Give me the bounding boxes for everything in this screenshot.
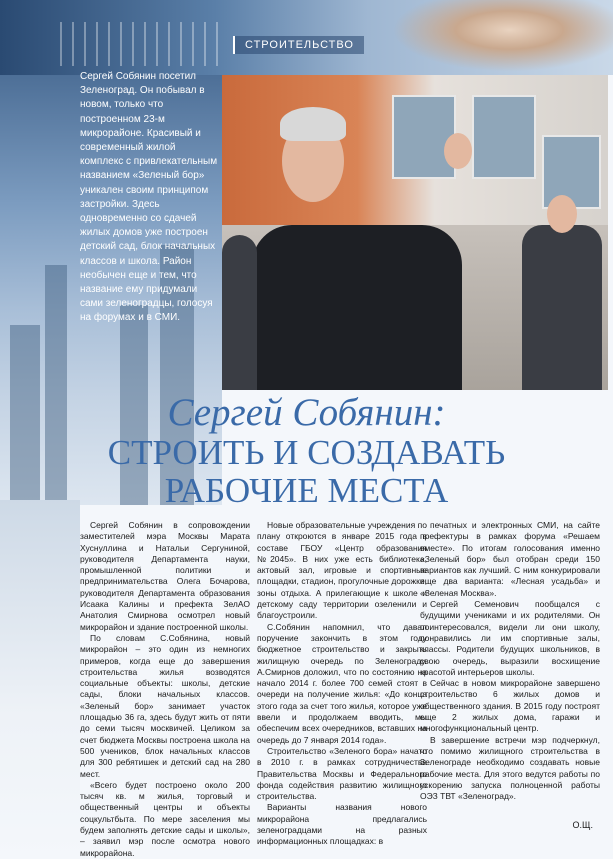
paragraph: С.Собянин напомнил, что давал поручение закончить в этом году бюджетное строительство и закрыть жилищную очередь по Зеленограду. А.Смирнов доложил, что по состоянию на начало 2014 г. более 700 семей стоят в очереди на получение жилья: «До конца этого года за счет того жилья, которое уже ввели и продолжаем вводить, мы обеспечим всех очередников, вставших на очередь до 7 января 2014 года». bbox=[257, 621, 427, 745]
header-graphic-grid bbox=[60, 22, 220, 66]
article-title-name: Сергей Собянин: bbox=[167, 391, 446, 434]
section-label: СТРОИТЕЛЬСТВО bbox=[233, 36, 364, 54]
text-column-1 bbox=[80, 520, 250, 859]
handshake-image bbox=[383, 0, 613, 75]
paragraph: В завершение встречи мэр подчеркнул, что помимо жилищного строительства в Зеленограде необходимо создавать новые рабочие места. Для этого ведутся работы по ускорению запуска полноценной работы ОЭЗ ТВТ «Зеленоград». bbox=[420, 734, 600, 802]
text-column-3 bbox=[420, 520, 600, 802]
paragraph: Варианты названия нового микрорайона предлагались зеленоградцами на разных информационных площадках: в bbox=[257, 802, 427, 847]
paragraph: По словам С.Собянина, новый микрорайон – это один из немногих примеров, когда еще до завершения строительства жилья возводятся социальные объекты: школы, детские сады, блоки начальных классов. «Зеленый бор» занимает участок площадью 36 га, здесь будут жить от пяти до семи тысяч москвичей. Целиком за счет бюджета Москвы построена школа на 500 учеников, блок начальных классов для 300 ребятишек и детский сад на 280 мест. bbox=[80, 632, 250, 779]
paragraph: Сергей Собянин в сопровождении заместителей мэра Москвы Марата Хуснуллина и Натальи Сергуниной, руководителя Департамента науки, промышленной политики и предпринимательства Олега Бочарова, руководителя Департамента образования Исаака Калины и префекта ЗелАО Анатолия Смирнова осмотрел новый микрорайон и здание построенной школы. bbox=[80, 520, 250, 632]
paragraph: «Всего будет построено около 200 тысяч кв. м жилья, торговый и общественный центры и объекты соцкультбыта. По мере заселения мы будем заполнять детские сады и школы», – заявил мэр после осмотра нового микрорайона. bbox=[80, 779, 250, 858]
main-photo bbox=[222, 75, 608, 390]
text-column-2 bbox=[257, 520, 427, 848]
article-title-subtitle bbox=[0, 434, 613, 510]
paragraph: Сергей Семенович пообщался с будущими учениками и их родителями. Он поинтересовался, видели ли они школу, понравились ли им спортивные залы, классы. Родители будущих школьников, в свою очередь, выразили восхищение красотой интерьеров школы. bbox=[420, 599, 600, 677]
left-margin-shade bbox=[0, 500, 80, 859]
paragraph: печатных и электронных СМИ, на сайте префектуры в рамках форума «Решаем вместе». По итогам голосования именно «Зеленый бор» был отобран среди 150 вариантов как лучший. С ним конкурировали еще два варианта: «Лесная усадьба» и «Зеленая Москва». bbox=[420, 520, 600, 598]
article-title-line2: СТРОИТЬ И СОЗДАВАТЬ bbox=[107, 433, 506, 472]
article-title-line3: РАБОЧИЕ МЕСТА bbox=[164, 471, 449, 510]
paragraph: Новые образовательные учреждения по плану откроются в январе 2015 года в составе ГБОУ «Центр образования №2045». В них уже есть библиотека, актовый зал, игровые и спортивные площадки, стадион, прогулочные дорожки, зоны отдыха. А прилегающие к школе и детскому саду территории озеленили и благоустроили. bbox=[257, 520, 427, 621]
paragraph: Сейчас в новом микрорайоне завершено строительство 6 жилых домов и общественного здания. В 2015 году построят еще 2 жилых дома, гаражи и многофункциональный центр. bbox=[420, 678, 600, 734]
author-signature: О.Щ. bbox=[572, 820, 593, 830]
intro-text: Сергей Собянин посетил Зеленоград. Он побывал в новом, только что построенном 23-м микрорайоне. Красивый и современный жилой комплекс с привлекательным названием «Зеленый бор» уникален своим принципом застройки. Здесь одновременно со сдачей жилых домов уже построен детский сад, блок начальных классов и школа. Район необычен еще и тем, что название ему придумали сами зеленоградцы, голосуя на форумах и в СМИ. bbox=[80, 71, 218, 324]
paragraph: Строительство «Зеленого бора» начато в 2010 г. в рамках сотрудничества Правительства Москвы и Федерального фонда содействия развитию жилищного строительства. bbox=[257, 745, 427, 802]
